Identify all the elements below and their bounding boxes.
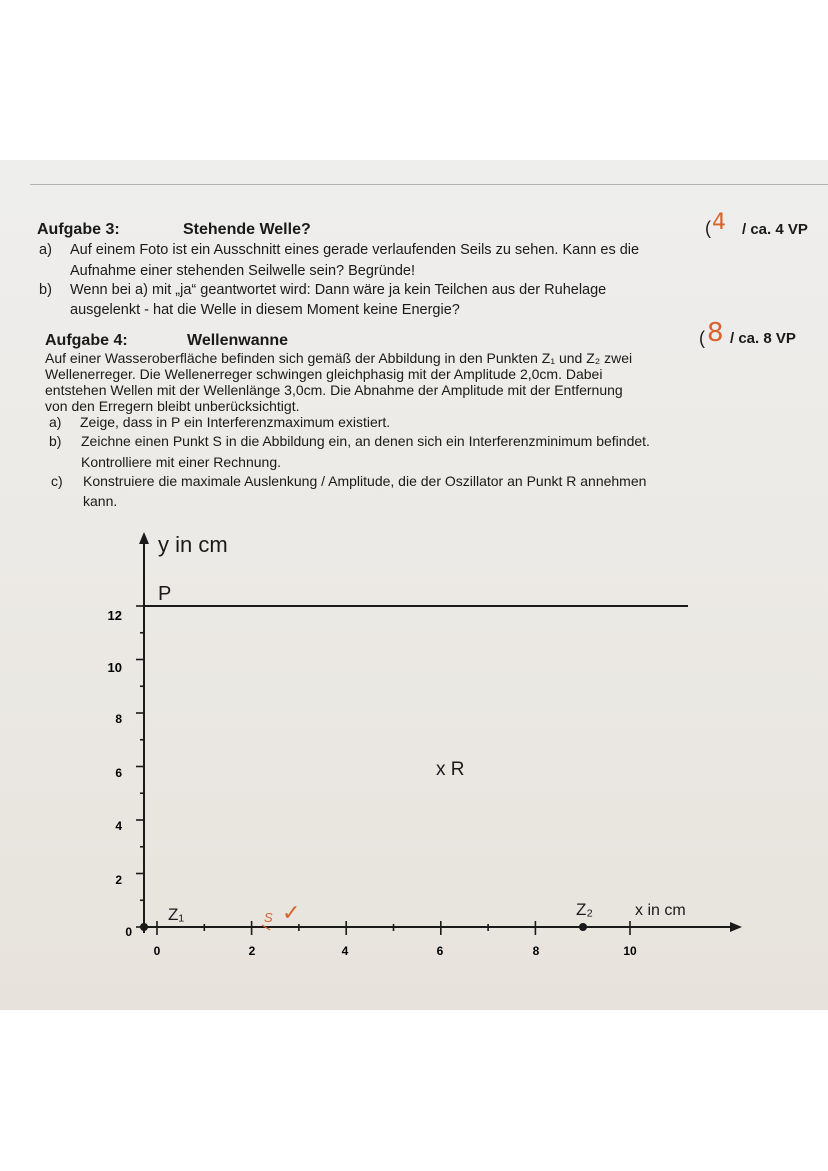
y-tick-label: 2 (115, 873, 122, 887)
task4-c-marker: c) (51, 473, 63, 489)
worksheet-page (0, 160, 828, 1010)
coordinate-figure (0, 160, 828, 1010)
z1-point (140, 923, 148, 931)
task4-handwritten-score: 8 (707, 318, 724, 348)
task4-a-marker: a) (49, 414, 62, 430)
y-tick-label: 12 (107, 608, 122, 623)
x-axis-arrowhead (730, 922, 742, 932)
x-tick-label: 10 (623, 944, 637, 958)
task3-b-line1: Wenn bei a) mit „ja“ geantwortet wird: Dann wäre ja kein Teilchen aus der Ruhelage (70, 282, 607, 298)
task3-score-open: ( (705, 218, 711, 238)
task4-c-line2: kann. (83, 493, 118, 509)
z2-point (579, 923, 587, 931)
task3-title: Stehende Welle? (183, 221, 311, 238)
y-tick-label: 6 (115, 766, 122, 780)
handwritten-s: S (264, 910, 273, 925)
task4-b-line1: Zeichne einen Punkt S in die Abbildung ein, an denen sich ein Interferenzminimum befindet. (81, 433, 650, 449)
task3-a-line1: Auf einem Foto ist ein Ausschnitt eines gerade verlaufenden Seils zu sehen. Kann es die (70, 242, 640, 258)
y-tick-label: 8 (115, 712, 122, 726)
task4-a-line1: Zeige, dass in P ein Interferenzmaximum existiert. (80, 414, 391, 430)
y-tick-label: 0 (125, 925, 132, 939)
task3-b-marker: b) (39, 282, 52, 298)
task4-score: / ca. 8 VP (730, 330, 796, 347)
y-axis-label: y in cm (158, 532, 228, 557)
task4-b-line2: Kontrolliere mit einer Rechnung. (81, 454, 281, 470)
task3-b-line2: ausgelenkt - hat die Welle in diesem Moment keine Energie? (70, 302, 460, 318)
x-tick-label: 0 (153, 944, 161, 958)
z1-label: Z₁ (168, 905, 185, 924)
check-mark-icon: ✓ (282, 900, 301, 925)
x-tick-label: 8 (532, 944, 540, 958)
task3-label: Aufgabe 3: (37, 221, 120, 238)
task3-a-marker: a) (39, 242, 52, 258)
task4-intro-line4: von den Erregern bleibt unberücksichtigt. (45, 398, 300, 414)
point-p-label: P (158, 583, 172, 605)
task3-handwritten-score: 4 (712, 210, 726, 235)
task3-a-line2: Aufnahme einer stehenden Seilwelle sein? Begründe! (70, 263, 416, 279)
task4-score-open: ( (699, 328, 705, 348)
z2-label: Z₂ (576, 900, 593, 919)
task4-intro-line2: Wellenerreger. Die Wellenerreger schwingen gleichphasig mit der Amplitude 2,0cm. Dabei (45, 366, 603, 382)
x-tick-label: 2 (248, 944, 256, 958)
task4-intro-line1: Auf einer Wasseroberfläche befinden sich gemäß der Abbildung in den Punkten Z₁ und Z₂ zwei (45, 350, 633, 366)
task4-label: Aufgabe 4: (45, 332, 128, 349)
task4-title: Wellenwanne (187, 332, 289, 349)
task3-score: / ca. 4 VP (742, 221, 808, 238)
y-tick-label: 4 (115, 819, 122, 833)
x-axis-label: x in cm (635, 902, 686, 919)
point-r-label: x R (436, 759, 465, 780)
task4-intro-line3: entstehen Wellen mit der Wellenlänge 3,0cm. Die Abnahme der Amplitude mit der Entfernung (45, 382, 623, 398)
task4-c-line1: Konstruiere die maximale Auslenkung / Amplitude, die der Oszillator an Punkt R annehmen (83, 473, 647, 489)
y-axis-arrowhead (139, 532, 149, 544)
y-tick-label: 10 (107, 660, 122, 675)
task4-b-marker: b) (49, 433, 62, 449)
x-tick-label: 6 (436, 944, 444, 958)
x-tick-label: 4 (341, 944, 349, 958)
